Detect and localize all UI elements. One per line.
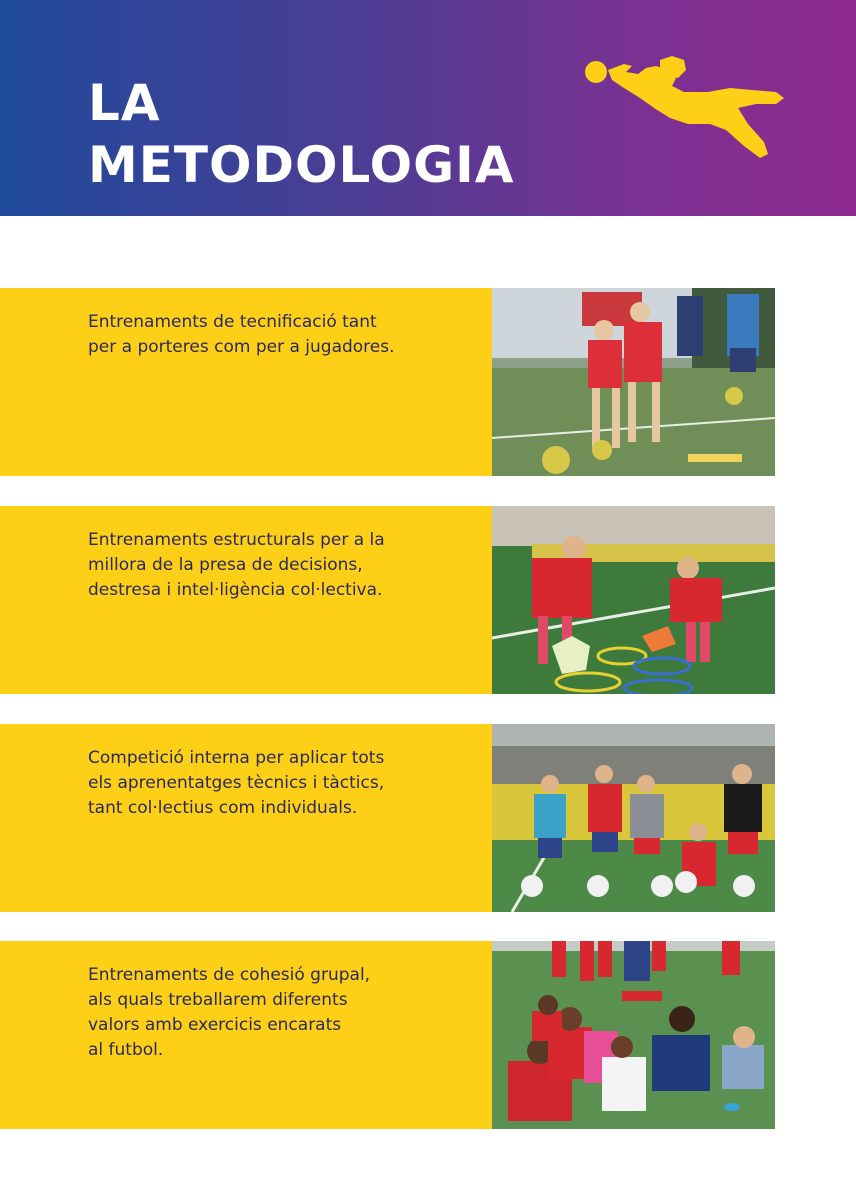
card-4-text-panel [0,941,492,1129]
card-3-line-1: Competició interna per aplicar tots [88,748,385,768]
card-2-description [88,528,468,603]
card-3-line-2: els aprenentatges tècnics i tàctics, [88,773,385,793]
card-1-photo [492,288,775,476]
card-4-description [88,963,468,1063]
card-3-line-3: tant col·lectius com individuals. [88,798,358,818]
methodology-card-1 [0,288,775,476]
methodology-card-2 [0,506,775,694]
card-2-line-3: destresa i intel·ligència col·lectiva. [88,580,383,600]
card-1-line-2: per a porteres com per a jugadores. [88,337,395,357]
card-2-line-2: millora de la presa de decisions, [88,555,363,575]
card-3-description [88,746,468,821]
page-title [88,72,514,196]
card-4-photo [492,941,775,1129]
card-4-line-3: valors amb exercicis encarats [88,1015,342,1035]
card-3-text-panel [0,724,492,912]
methodology-card-3 [0,724,775,912]
card-1-text-panel [0,288,492,476]
card-1-line-1: Entrenaments de tecnificació tant [88,312,377,332]
goalkeeper-silhouette-icon [580,52,790,164]
methodology-card-4 [0,941,775,1129]
title-line-1: LA [88,74,161,132]
card-2-line-1: Entrenaments estructurals per a la [88,530,385,550]
card-4-line-2: als quals treballarem diferents [88,990,348,1010]
card-1-description [88,310,468,360]
card-4-line-1: Entrenaments de cohesió grupal, [88,965,371,985]
card-3-photo [492,724,775,912]
title-line-2: METODOLOGIA [88,136,515,194]
card-4-line-4: al futbol. [88,1040,164,1060]
header-banner [0,0,856,216]
card-2-text-panel [0,506,492,694]
card-2-photo [492,506,775,694]
